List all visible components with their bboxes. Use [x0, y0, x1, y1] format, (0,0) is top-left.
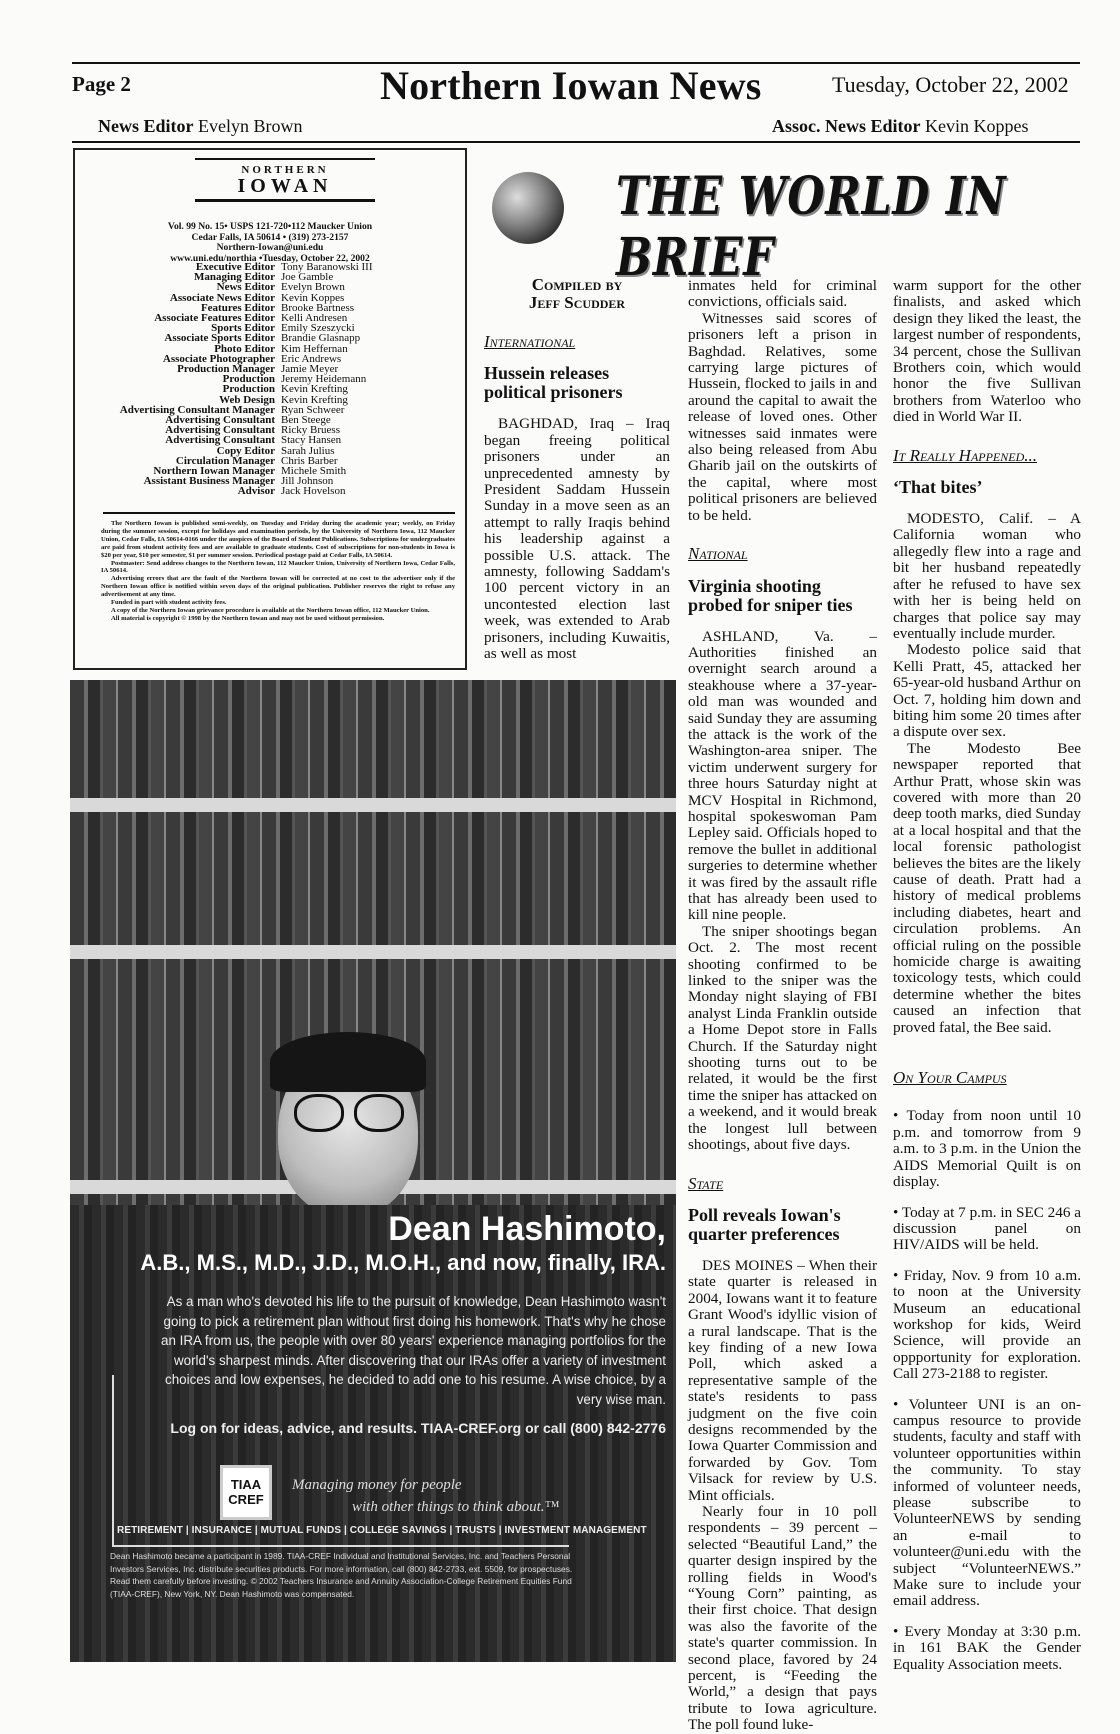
article-paragraph: inmates held for criminal convictions, officials said.	[688, 277, 877, 311]
staff-name: Jeremy Heidemann	[281, 373, 367, 386]
staff-title: Production Manager	[177, 363, 275, 376]
staff-name: Ricky Bruess	[281, 424, 340, 437]
staff-name: Brooke Bartness	[281, 301, 355, 314]
staff-name: Jack Hovelson	[281, 485, 346, 498]
news-editor-name: Evelyn Brown	[198, 116, 303, 136]
headline: Virginia shooting probed for sniper ties	[688, 575, 853, 615]
logo-bottom: IOWAN	[237, 175, 333, 197]
article-paragraph: The sniper shootings began Oct. 2. The most recent shooting confirmed to be linked to the sniper was the Monday night slaying of FBI analyst Linda Franklin outside a Home Depot store in Falls Church. If the Saturday night shooting turns out to be related, it would be the first time the sniper has attacked on a weekend, and it would break the longest lull between shootings, about five days.	[688, 922, 877, 1154]
tagline-line: Managing money for people	[292, 1477, 462, 1493]
section-it-really-happened: It Really Happened...	[893, 445, 1038, 465]
fine-print-paragraph: All material is copyright © 1998 by the Northern Iowan and may not be used without permission.	[111, 614, 385, 622]
staff-name: Kevin Krefting	[281, 383, 348, 396]
campus-item: • Friday, Nov. 9 from 10 a.m. to noon at the University Museum an educational workshop for kids, Weird Science, will provide an oppportunity for exploration. Call 273-2188 to register.	[893, 1266, 1081, 1383]
logo-line: TIAA	[230, 1477, 262, 1492]
staff-name: Kevin Koppes	[281, 291, 345, 304]
masthead-logo	[195, 158, 375, 202]
ad-call-to-action: Log on for ideas, advice, and results. TIAA-CREF.org or call (800) 842-2776	[170, 1420, 666, 1436]
article-paragraph: The Modesto Bee newspaper reported that Arthur Pratt, whose skin was covered with more than 20 deep tooth marks, died Sunday at a local hospital and that the local forensic pathologist believes the bites are the likely cause of death. Pratt had a history of medical problems including diabetes, heart and circulation problems. An official ruling on the possible homicide charge is awaiting toxicology tests, which could determine whether the bites caused an infection that proved fatal, the Bee said.	[893, 739, 1081, 1036]
staff-name: Kevin Krefting	[281, 393, 348, 406]
news-editor-label: News Editor	[98, 116, 194, 136]
headline: ‘That bites’	[893, 477, 983, 498]
article-paragraph: warm support for the other finalists, and asked which design they liked the least, the largest number of respondents, 34 percent, chose the Sullivan Brothers coin, which would honor the five Sullivan brothers from Waterloo who died in World War II.	[893, 277, 1081, 426]
section-state: State	[688, 1173, 724, 1193]
article-paragraph: Nearly four in 10 poll respondents – 39 percent – selected “Beautiful Land,” the quarter design inspired by the rolling fields in Wood's “Young Corn” painting, as their first choice. That design was also the favorite of the state's quarter commission. In second place, favored by 24 percent, is “Feeding the World,” a design that pays tribute to Iowa agriculture. The poll found luke-	[688, 1503, 877, 1734]
section-national: National	[688, 544, 748, 564]
fine-print-paragraph: Advertising errors that are the fault of the Northern Iowan will be corrected at no cost to the advertiser only if the Northern Iowan office is notified within seven days of the original publication. Publisher reserves the right to refuse any advertisement at any time.	[101, 575, 455, 599]
headline: Poll reveals Iowan's quarter preferences	[688, 1204, 841, 1244]
staff-name: Ben Steege	[281, 414, 331, 427]
fine-print-paragraph: The Northern Iowan is published semi-weekly, on Tuesday and Friday during the academic year; weekly, on Friday during the summer session, except for holidays and examination periods, by the University of Northern Iowa, 112 Maucker Union, Cedar Falls, IA 50614-0166 under the auspices of the Board of Student Publications. Subscriptions for undergraduates are paid from student activity fees and are available to graduate students. Cost of subscriptions for non-students in Iowa is $20 per year, $10 per semester, $1 per summer session. Periodical postage paid at Cedar Falls, IA 50614.	[101, 520, 455, 559]
info-line: Northern-Iowan@uni.edu	[216, 242, 324, 253]
glasses-icon	[354, 1094, 404, 1132]
header-rule	[72, 141, 1080, 143]
ad-subheadline: A.B., M.S., M.D., J.D., M.O.H., and now, finally, IRA.	[140, 1250, 666, 1275]
byline-name: Jeff Scudder	[528, 293, 626, 312]
staff-title: Associate Sports Editor	[164, 332, 275, 345]
staff-title: Production	[222, 373, 275, 386]
staff-list	[75, 262, 465, 497]
campus-item: • Today at 7 p.m. in SEC 246 a discussion panel on HIV/AIDS will be held.	[893, 1203, 1081, 1254]
staff-title: Features Editor	[200, 301, 275, 314]
staff-name: Ryan Schweer	[281, 403, 345, 416]
staff-name: Michele Smith	[281, 465, 347, 478]
staff-title: Associate News Editor	[169, 291, 275, 304]
assoc-editor-name: Kevin Koppes	[925, 116, 1029, 136]
ad-fine-print: Dean Hashimoto became a participant in 1989. TIAA-CREF Individual and Institutional Services, Inc. and Teachers Personal Investors Services, Inc. distribute securities products. For more information, call (800) 842-2733, ext. 5509, for prospectuses. Read them carefully before investing. © 2002 Teachers Insurance and Annuity Association-College Retirement Equities Fund (TIAA-CREF), New York, NY. Dean Hashimoto was compensated.	[110, 1551, 573, 1599]
staff-name: Tony Baranowski III	[281, 261, 373, 273]
staff-title: Advertising Consultant	[165, 424, 275, 437]
staff-title: Advertising Consultant	[165, 434, 275, 447]
page-number: Page 2	[72, 72, 131, 96]
staff-title: Sports Editor	[211, 322, 275, 335]
article-paragraph: DES MOINES – When their state quarter is released in 2004, Iowans want it to feature Grant Wood's idyllic vision of a rural landscape. That is the key finding of a new Iowa Poll, which asked a representative sample of the state's residents to pass judgment on the five coin designs recommended by the Iowa Quarter Commission and forwarded by Gov. Tom Vilsack for review by U.S. Mint officials.	[688, 1256, 877, 1504]
globe-icon	[492, 172, 564, 244]
masthead-box	[73, 148, 467, 670]
ad-headline: Dean Hashimoto,	[388, 1210, 666, 1248]
column-2	[688, 278, 877, 1734]
staff-title: Web Design	[219, 393, 275, 406]
byline	[484, 276, 670, 312]
campus-item: • Today from noon until 10 p.m. and tomorrow from 9 a.m. to 3 p.m. in the Union the AIDS Memorial Quilt is on display.	[893, 1107, 1081, 1191]
ad-services-list: RETIREMENT | INSURANCE | MUTUAL FUNDS | COLLEGE SAVINGS | TRUSTS | INVESTMENT MANAGEMENT	[117, 1525, 647, 1536]
staff-title: Advertising Consultant	[165, 414, 275, 427]
staff-title: Advertising Consultant Manager	[119, 403, 275, 416]
article-paragraph: MODESTO, Calif. – A California woman who allegedly flew into a rage and bit her husband repeatedly after he refused to have sex with her is being held on charges that police say may eventually include murder.	[893, 510, 1081, 642]
staff-name: Brandie Glasnapp	[281, 332, 361, 345]
article-paragraph: Witnesses said scores of prisoners left a prison in Baghdad. Relatives, some carrying large pictures of Hussein, flocked to jails in and around the capital to await the release of loved ones. Other witnesses said inmates were also being released from Abu Gharib jail on the outskirts of the capital, where most political prisoners are believed to be held.	[688, 309, 877, 524]
logo-top: NORTHERN	[241, 164, 329, 176]
masthead-fine-print	[101, 520, 455, 623]
campus-item: • Every Monday at 3:30 p.m. in 161 BAK the Gender Equality Association meets.	[893, 1622, 1081, 1673]
staff-title: Production	[222, 383, 275, 396]
staff-title: Circulation Manager	[175, 454, 275, 467]
article-paragraph: ASHLAND, Va. – Authorities finished an overnight search around a steakhouse where a 37-year-old man was wounded and said Sunday they are assuming the attack is the work of the Washington-area sniper. The victim underwent surgery for three hours Saturday night at MCV Hospital in Richmond, hospital spokeswoman Pam Lepley said. Officials hoped to remove the bullet in additional surgeries to determine whether it was fired by the assault rifle that has already been used to kill nine people.	[688, 627, 877, 924]
staff-title: Photo Editor	[214, 342, 275, 355]
staff-title: Executive Editor	[195, 261, 275, 273]
masthead-info	[75, 222, 465, 264]
glasses-icon	[294, 1094, 344, 1132]
fine-print-paragraph: A copy of the Northern Iowan grievance procedure is available at the Northern Iowan office, 112 Maucker Union.	[111, 606, 430, 614]
ad-frame	[112, 1375, 569, 1547]
staff-name: Stacy Hansen	[281, 434, 342, 447]
tiaa-cref-logo	[220, 1465, 272, 1520]
staff-title: Copy Editor	[216, 444, 275, 457]
staff-name: Emily Szeszycki	[281, 322, 355, 335]
shelf-board	[70, 945, 676, 959]
byline-label: Compiled by	[531, 275, 623, 294]
masthead-divider	[103, 512, 455, 514]
news-editor-credit	[98, 116, 302, 137]
fine-print-paragraph: Funded in part with student activity fees.	[111, 599, 227, 607]
staff-name: Jill Johnson	[281, 475, 334, 488]
info-line: Cedar Falls, IA 50614 • (319) 273-2157	[191, 231, 349, 243]
staff-name: Kim Heffernan	[281, 342, 348, 355]
world-in-brief-title: THE WORLD IN BRIEF	[616, 166, 1007, 288]
staff-row	[75, 486, 465, 496]
column-3	[893, 278, 1081, 1687]
staff-name: Joe Gamble	[281, 271, 334, 284]
shelf-board	[70, 798, 676, 812]
newspaper-title: Northern Iowan News	[380, 63, 762, 108]
staff-title: Advisor	[237, 485, 275, 498]
section-on-your-campus: On Your Campus	[893, 1068, 1007, 1088]
info-line: Vol. 99 No. 15• USPS 121-720•112 Maucker Union	[167, 221, 373, 232]
info-line: www.uni.edu/northia •Tuesday, October 22, 2002	[170, 252, 370, 264]
staff-name: Jamie Meyer	[281, 363, 339, 376]
portrait-hair	[270, 1032, 426, 1092]
issue-date: Tuesday, October 22, 2002	[832, 72, 1069, 97]
staff-name: Kelli Andresen	[281, 312, 348, 325]
staff-title: News Editor	[216, 281, 275, 294]
staff-title: Managing Editor	[194, 271, 275, 284]
column-1	[484, 276, 670, 663]
logo-line: CREF	[228, 1492, 264, 1507]
staff-title: Assistant Business Manager	[143, 475, 275, 488]
ad-tagline	[292, 1474, 559, 1518]
section-international: International	[484, 332, 576, 351]
staff-name: Sarah Julius	[281, 444, 335, 457]
staff-title: Associate Photographer	[162, 352, 275, 365]
tagline-line: with other things to think about.™	[352, 1499, 560, 1515]
staff-name: Eric Andrews	[281, 352, 342, 365]
staff-title: Northern Iowan Manager	[153, 465, 275, 478]
staff-name: Chris Barber	[281, 454, 338, 467]
ad-body-copy: As a man who's devoted his life to the pursuit of knowledge, Dean Hashimoto wasn't going to pick a retirement plan without first doing his homework. That's why he chose an IRA from us, the people with over 80 years' experience managing portfolios for the world's sharpest minds. After discovering that our IRAs offer a variety of investment choices and low expenses, he decided to add one to his resume. A wise choice, by a very wise man.	[161, 1294, 666, 1407]
article-paragraph: Modesto police said that Kelli Pratt, 45, attacked her 65-year-old husband Arthur on Oct. 7, holding him down and biting him some 20 times after a dispute over sex.	[893, 641, 1081, 741]
fine-print-paragraph: Postmaster: Send address changes to the Northern Iowan, 112 Maucker Union, University of Northern Iowa, Cedar Falls, IA 50614.	[101, 559, 455, 575]
article-paragraph: BAGHDAD, Iraq – Iraq began freeing political prisoners under an unprecedented amnesty by President Saddam Hussein Sunday in a move seen as an attempt to rally Iraqis behind his leadership against a possible U.S. attack. The amnesty, following Saddam's 100 percent victory in an uncontested election last week, was extended to Arab prisoners, including Kuwaitis, as well as most	[484, 415, 670, 663]
assoc-editor-credit	[772, 116, 1028, 137]
headline: Hussein releases political prisoners	[484, 363, 623, 403]
staff-name: Evelyn Brown	[281, 281, 345, 294]
assoc-editor-label: Assoc. News Editor	[772, 116, 921, 136]
staff-title: Associate Features Editor	[154, 312, 275, 325]
tiaa-cref-advertisement	[70, 680, 676, 1662]
campus-item: • Volunteer UNI is an on-campus resource to provide students, faculty and staff with volunteer opportunities within the community. To stay informed of volunteer needs, please subscribe to VolunteerNEWS by sending an e-mail to volunteer@uni.edu with the subject “VolunteerNEWS.” Make sure to include your email address.	[893, 1395, 1081, 1610]
